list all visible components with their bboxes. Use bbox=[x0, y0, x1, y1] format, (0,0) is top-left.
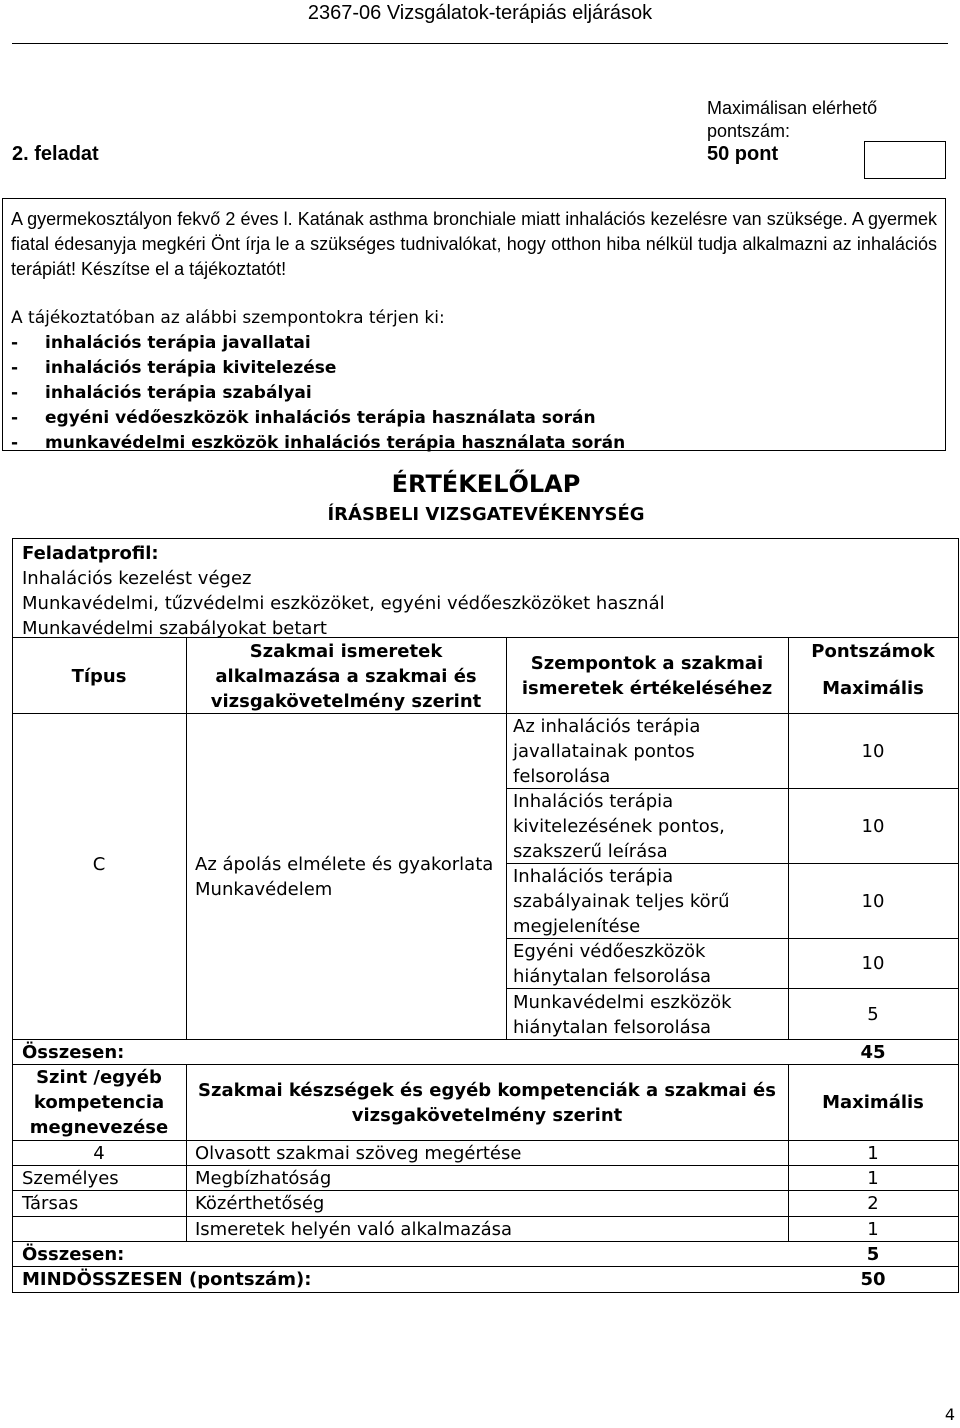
criterion-max: 10 bbox=[861, 953, 885, 974]
subtotal-value: 5 bbox=[866, 1244, 880, 1265]
comp-skill: Közérthetőség bbox=[195, 1193, 325, 1214]
col-header-points: Pontszámok bbox=[811, 641, 935, 662]
subtotal-value: 45 bbox=[860, 1042, 886, 1063]
max-points-label-line2: pontszám: bbox=[707, 121, 791, 141]
comp-level: Személyes bbox=[22, 1168, 119, 1189]
evaluation-sheet-subtitle: ÍRÁSBELI VIZSGATEVÉKENYSÉG bbox=[327, 504, 645, 525]
comp-max: 1 bbox=[867, 1168, 879, 1189]
col-header-level: Szint /egyéb kompetencia megnevezése bbox=[29, 1067, 169, 1138]
task-aspect-item: - inhalációs terápia javallatai bbox=[11, 333, 311, 353]
col-header-skills: Szakmai készségek és egyéb kompetenciák a szakmai és vizsgakövetelmény szerint bbox=[198, 1080, 776, 1126]
criterion-text: Az inhalációs terápia javallatainak pontos felsorolása bbox=[513, 716, 701, 787]
type-value: C bbox=[92, 854, 106, 875]
comp-level: Társas bbox=[22, 1193, 79, 1214]
comp-skill: Megbízhatóság bbox=[195, 1168, 332, 1189]
criterion-max: 10 bbox=[861, 741, 885, 762]
profile-line: Inhalációs kezelést végez bbox=[22, 568, 252, 589]
grand-total-value: 50 bbox=[860, 1269, 886, 1290]
col-header-type: Típus bbox=[71, 666, 127, 687]
running-head: 2367-06 Vizsgálatok-terápiás eljárások bbox=[307, 2, 653, 24]
task-title: 2. feladat bbox=[12, 143, 99, 165]
task-aspects-lead: A tájékoztatóban az alábbi szempontokra térjen ki: bbox=[11, 308, 445, 328]
subtotal-label: Összesen: bbox=[22, 1042, 125, 1063]
criterion-max: 10 bbox=[861, 891, 885, 912]
page-number: 4 bbox=[944, 1405, 955, 1424]
task-aspect-item: - inhalációs terápia kivitelezése bbox=[11, 358, 337, 378]
criterion-text: Egyéni védőeszközök hiánytalan felsorolása bbox=[513, 941, 712, 987]
criterion-text: Inhalációs terápia szabályainak teljes körű megjelenítése bbox=[513, 866, 730, 937]
comp-skill: Ismeretek helyén való alkalmazása bbox=[195, 1219, 513, 1240]
comp-skill: Olvasott szakmai szöveg megértése bbox=[195, 1143, 522, 1164]
max-points-label-line1: Maximálisan elérhető bbox=[707, 98, 878, 118]
knowledge-area: Az ápolás elmélete és gyakorlata Munkavédelem bbox=[195, 854, 494, 900]
task-intro: A gyermekosztályon fekvő 2 éves l. Katának asthma bronchiale miatt inhalációs kezelésre van szüksége. A gyermek fiatal édesanyja megkéri Önt írja le a szükséges tudnivalókat, hogy otthon hiba nélkül tudja alkalmazni az inhalációs terápiát! Készítse el a tájékoztatót! bbox=[11, 209, 937, 279]
subtotal-label: Összesen: bbox=[22, 1244, 125, 1265]
profile-label: Feladatprofil: bbox=[22, 543, 159, 564]
profile-line: Munkavédelmi szabályokat betart bbox=[22, 618, 327, 639]
col-header-criteria: Szempontok a szakmai ismeretek értékeléséhez bbox=[521, 653, 773, 699]
task-points: 50 pont bbox=[707, 143, 779, 165]
col-header-comp-max: Maximális bbox=[822, 1092, 924, 1113]
criterion-text: Inhalációs terápia kivitelezésének pontos, szakszerű leírása bbox=[513, 791, 725, 862]
comp-level: 4 bbox=[93, 1143, 105, 1164]
comp-max: 1 bbox=[867, 1143, 879, 1164]
evaluation-sheet-title: ÉRTÉKELŐLAP bbox=[391, 470, 581, 498]
comp-max: 2 bbox=[867, 1193, 879, 1214]
criterion-max: 10 bbox=[861, 816, 885, 837]
col-header-knowledge: Szakmai ismeretek alkalmazása a szakmai és vizsgakövetelmény szerint bbox=[210, 641, 482, 712]
task-aspect-item: - egyéni védőeszközök inhalációs terápia használata során bbox=[11, 408, 596, 428]
grand-total-label: MINDÖSSZESEN (pontszám): bbox=[22, 1269, 312, 1290]
col-header-max: Maximális bbox=[822, 678, 924, 699]
profile-line: Munkavédelmi, tűzvédelmi eszközöket, egyéni védőeszközöket használ bbox=[22, 593, 665, 614]
task-aspect-item: - munkavédelmi eszközök inhalációs terápia használata során bbox=[11, 433, 626, 453]
criterion-max: 5 bbox=[867, 1004, 879, 1025]
task-aspect-item: - inhalációs terápia szabályai bbox=[11, 383, 312, 403]
comp-max: 1 bbox=[867, 1219, 879, 1240]
criterion-text: Munkavédelmi eszközök hiánytalan felsorolása bbox=[513, 992, 732, 1038]
